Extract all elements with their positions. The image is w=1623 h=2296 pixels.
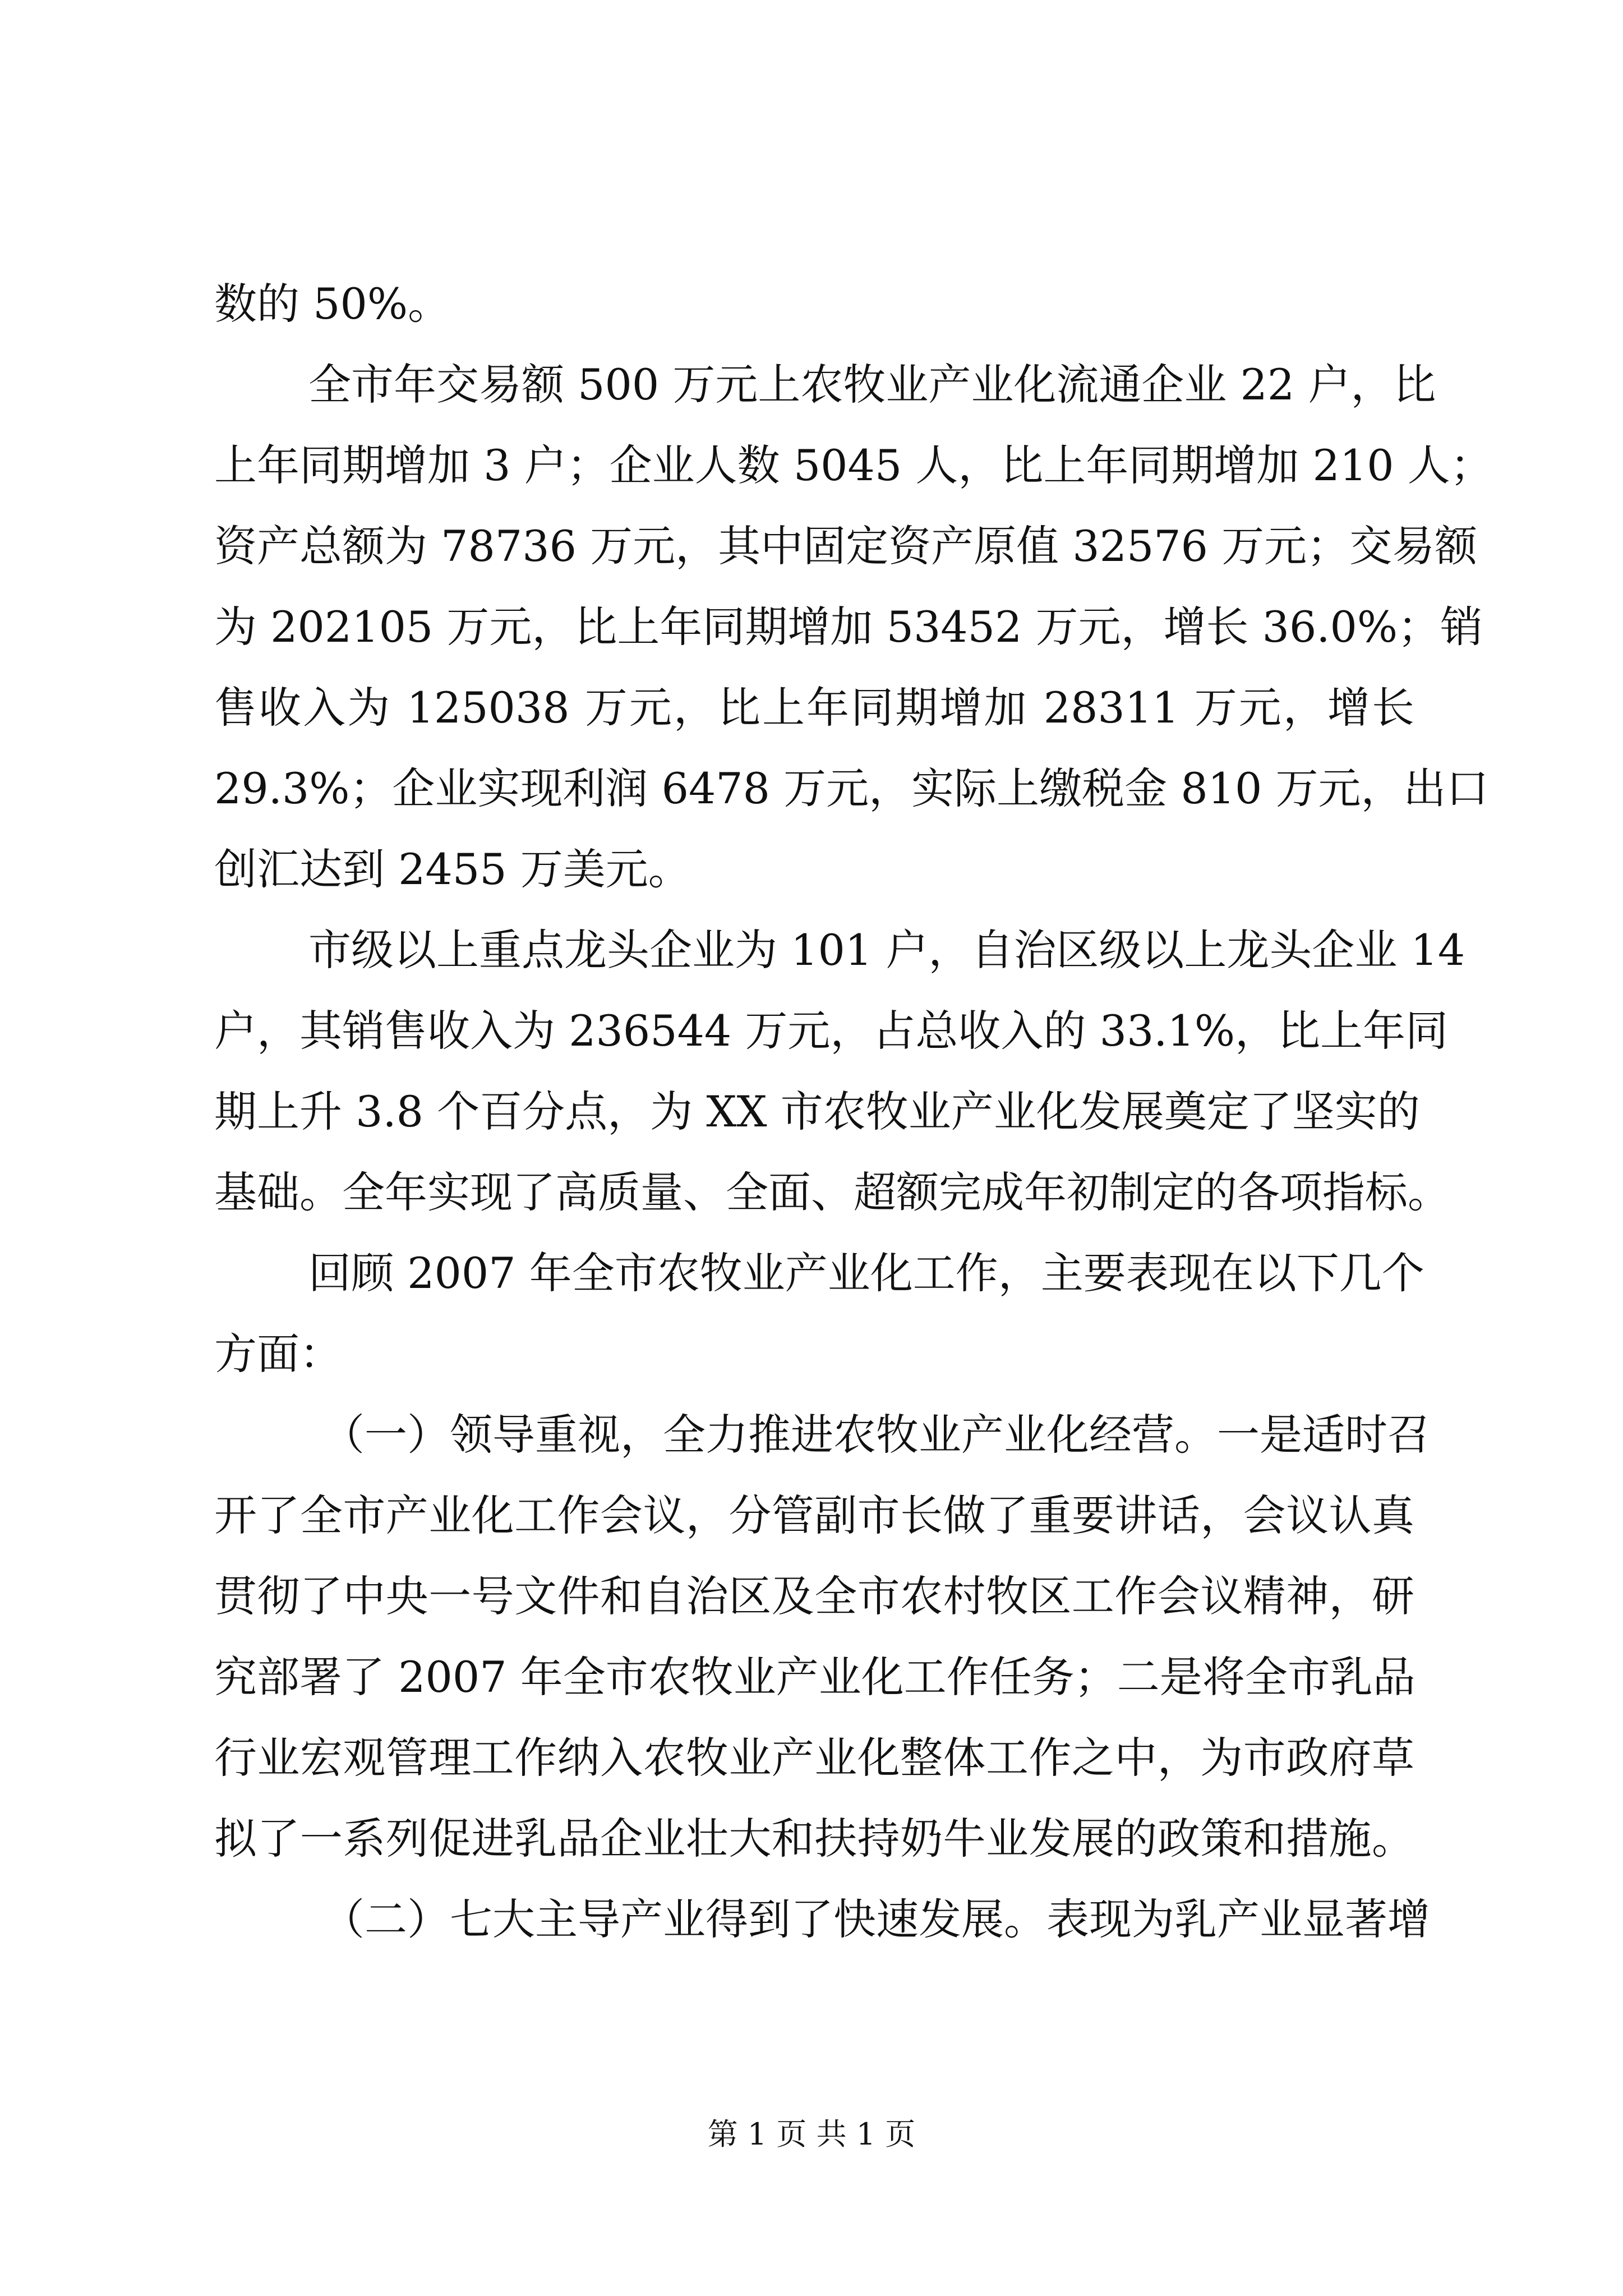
- text-line: 售收入为 125038 万元，比上年同期增加 28311 万元，增长: [214, 683, 1414, 733]
- page-number-footer: 第 1 页 共 1 页: [707, 2116, 916, 2152]
- text-line: 资产总额为 78736 万元，其中固定资产原值 32576 万元；交易额: [214, 521, 1478, 571]
- section-heading-line: （一）领导重视，全力推进农牧业产业化经营。一是适时召: [322, 1410, 1430, 1460]
- text-line: 贯彻了中央一号文件和自治区及全市农村牧区工作会议精神，研: [214, 1571, 1414, 1621]
- text-line: 创汇达到 2455 万美元。: [214, 844, 691, 894]
- text-line: 究部署了 2007 年全市农牧业产业化工作任务；二是将全市乳品: [214, 1652, 1415, 1702]
- text-line: 29.3%；企业实现利润 6478 万元，实际上缴税金 810 万元，出口: [214, 763, 1489, 813]
- text-line: 方面：: [214, 1329, 342, 1379]
- text-line: 为 202105 万元，比上年同期增加 53452 万元，增长 36.0%；销: [214, 602, 1483, 652]
- text-line: 户，其销售收入为 236544 万元，占总收入的 33.1%，比上年同: [214, 1006, 1449, 1056]
- text-line: 开了全市产业化工作会议，分管副市长做了重要讲话，会议认真: [214, 1490, 1414, 1540]
- section-heading-line: （二）七大主导产业得到了快速发展。表现为乳产业显著增: [322, 1894, 1430, 1944]
- text-line: 上年同期增加 3 户；企业人数 5045 人，比上年同期增加 210 人；: [214, 440, 1493, 490]
- paragraph-first-line: 市级以上重点龙头企业为 101 户，自治区级以上龙头企业 14: [308, 925, 1465, 975]
- text-line: 拟了一系列促进乳品企业壮大和扶持奶牛业发展的政策和措施。: [214, 1814, 1414, 1864]
- paragraph-first-line: 回顾 2007 年全市农牧业产业化工作，主要表现在以下几个: [308, 1248, 1424, 1298]
- text-line: 数的 50%。: [214, 279, 451, 329]
- text-line: 基础。全年实现了高质量、全面、超额完成年初制定的各项指标。: [214, 1167, 1450, 1217]
- text-line: 期上升 3.8 个百分点，为 XX 市农牧业产业化发展奠定了坚实的: [214, 1087, 1420, 1137]
- document-body: [214, 264, 1493, 1960]
- paragraph-first-line: 全市年交易额 500 万元上农牧业产业化流通企业 22 户，比: [308, 360, 1436, 409]
- text-line: 行业宏观管理工作纳入农牧业产业化整体工作之中，为市政府草: [214, 1733, 1414, 1783]
